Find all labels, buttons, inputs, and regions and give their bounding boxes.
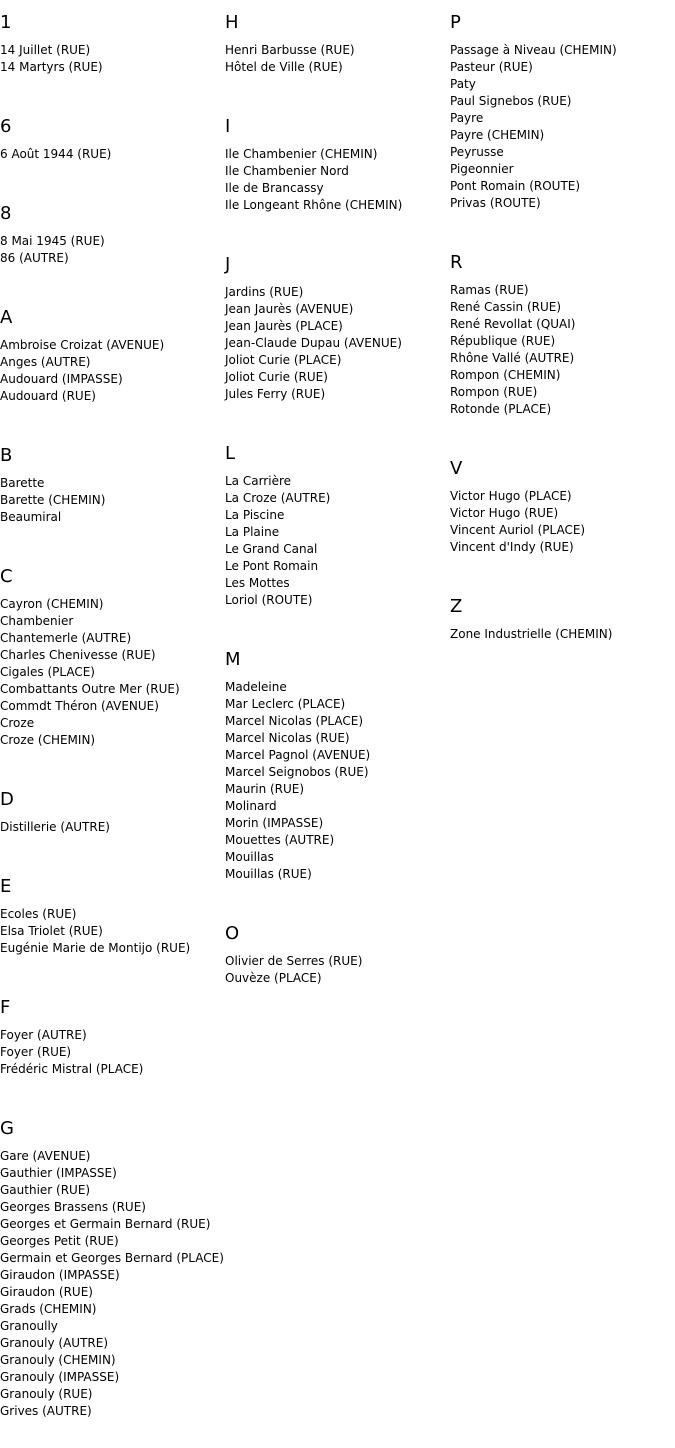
- street-list-item: [0, 664, 225, 681]
- street-list-item: [225, 764, 450, 781]
- street-link[interactable]: Les Mottes: [225, 576, 290, 590]
- letter-heading: L: [225, 443, 236, 464]
- letter-heading: H: [225, 12, 239, 33]
- street-link[interactable]: Foyer (RUE): [0, 1045, 72, 1059]
- street-list-item: [225, 713, 450, 730]
- street-list: [225, 42, 450, 76]
- street-list-item: [0, 1027, 225, 1044]
- street-list-item: [225, 369, 450, 386]
- street-list-item: [450, 333, 675, 350]
- street-list-item: [225, 197, 450, 214]
- letter-heading: 6: [0, 116, 12, 137]
- street-link[interactable]: Granoully: [0, 1319, 58, 1333]
- street-link[interactable]: Croze: [0, 716, 35, 730]
- street-list-item: [225, 473, 450, 490]
- street-link[interactable]: Georges Brassens (RUE): [0, 1200, 146, 1214]
- street-link[interactable]: Ile Longeant Rhône (CHEMIN): [225, 198, 403, 212]
- letter-group: [0, 864, 225, 957]
- street-list: [225, 473, 450, 609]
- street-link[interactable]: Jean-Claude Dupau (AVENUE): [225, 336, 402, 350]
- street-link[interactable]: Granouly (CHEMIN): [0, 1353, 116, 1367]
- letter-group: [0, 104, 225, 163]
- street-list-item: [225, 284, 450, 301]
- street-list-item: [225, 180, 450, 197]
- street-link[interactable]: Paty: [450, 77, 476, 91]
- street-list-item: [225, 558, 450, 575]
- street-list-item: [450, 42, 675, 59]
- street-list-item: [225, 730, 450, 747]
- street-link[interactable]: Chantemerle (AUTRE): [0, 631, 132, 645]
- street-link[interactable]: Jean Jaurès (AVENUE): [225, 302, 354, 316]
- street-link[interactable]: République (RUE): [450, 334, 556, 348]
- street-list-item: [0, 475, 225, 492]
- street-link[interactable]: Marcel Seignobos (RUE): [225, 765, 369, 779]
- street-link[interactable]: Barette (CHEMIN): [0, 493, 106, 507]
- street-list-item: [0, 42, 225, 59]
- street-link[interactable]: Foyer (AUTRE): [0, 1028, 87, 1042]
- letter-heading: G: [0, 1118, 14, 1139]
- street-list-item: [450, 76, 675, 93]
- street-link[interactable]: Loriol (ROUTE): [225, 593, 313, 607]
- street-list-item: [0, 630, 225, 647]
- street-list-item: [225, 42, 450, 59]
- letter-heading: F: [0, 997, 11, 1018]
- letter-group: [0, 985, 225, 1078]
- street-list-item: [0, 371, 225, 388]
- street-list-item: [450, 505, 675, 522]
- street-link[interactable]: Passage à Niveau (CHEMIN): [450, 43, 617, 57]
- street-link[interactable]: Marcel Nicolas (RUE): [225, 731, 350, 745]
- street-list-item: [225, 679, 450, 696]
- street-list-item: [0, 1386, 225, 1403]
- street-list-item: [450, 401, 675, 418]
- street-list-item: [225, 59, 450, 76]
- street-link[interactable]: Rhône Vallé (AUTRE): [450, 351, 575, 365]
- street-link[interactable]: Cayron (CHEMIN): [0, 597, 104, 611]
- street-link[interactable]: Pasteur (RUE): [450, 60, 533, 74]
- street-list-item: [225, 592, 450, 609]
- letter-heading: A: [0, 307, 13, 328]
- street-list-item: [0, 1352, 225, 1369]
- street-list-item: [225, 524, 450, 541]
- street-list-item: [225, 953, 450, 970]
- street-link[interactable]: Paul Signebos (RUE): [450, 94, 572, 108]
- street-link[interactable]: Rompon (RUE): [450, 385, 538, 399]
- street-list-item: [450, 282, 675, 299]
- street-column-3: [450, 0, 675, 671]
- street-list: [0, 337, 225, 405]
- letter-heading: J: [225, 254, 231, 275]
- street-link[interactable]: Germain et Georges Bernard (PLACE): [0, 1251, 224, 1265]
- street-link[interactable]: Pont Romain (ROUTE): [450, 179, 581, 193]
- letter-heading: M: [225, 649, 241, 670]
- street-list-item: [225, 849, 450, 866]
- street-list-item: [225, 747, 450, 764]
- street-list-item: [450, 488, 675, 505]
- letter-group: [225, 0, 450, 76]
- street-list-item: [225, 386, 450, 403]
- letter-heading: C: [0, 566, 13, 587]
- street-link[interactable]: Audouard (RUE): [0, 389, 96, 403]
- street-link[interactable]: Granouly (IMPASSE): [0, 1370, 120, 1384]
- street-link[interactable]: Mouettes (AUTRE): [225, 833, 335, 847]
- street-list-item: [450, 299, 675, 316]
- letter-group: [0, 191, 225, 267]
- street-list: [0, 42, 225, 76]
- street-list-item: [450, 59, 675, 76]
- street-list-item: [0, 906, 225, 923]
- street-list-item: [0, 59, 225, 76]
- street-list: [0, 475, 225, 526]
- letter-group: [0, 433, 225, 526]
- street-link[interactable]: Vincent d'Indy (RUE): [450, 540, 574, 554]
- street-column-1: [0, 0, 225, 1448]
- street-list: [0, 819, 225, 836]
- street-list-item: [0, 1199, 225, 1216]
- street-link[interactable]: René Cassin (RUE): [450, 300, 562, 314]
- letter-heading: 8: [0, 203, 12, 224]
- letter-heading: V: [450, 458, 463, 479]
- street-list-item: [0, 509, 225, 526]
- letter-heading: R: [450, 252, 463, 273]
- street-link[interactable]: 14 Martyrs (RUE): [0, 60, 103, 74]
- street-list-item: [450, 316, 675, 333]
- street-list-item: [225, 815, 450, 832]
- street-list-item: [450, 144, 675, 161]
- street-list: [450, 42, 675, 212]
- street-link[interactable]: Mouillas (RUE): [225, 867, 312, 881]
- street-list-item: [225, 832, 450, 849]
- street-list-item: [0, 1335, 225, 1352]
- street-column-2: [225, 0, 450, 1015]
- street-link[interactable]: Granouly (AUTRE): [0, 1336, 108, 1350]
- street-link[interactable]: La Croze (AUTRE): [225, 491, 331, 505]
- street-list-item: [0, 1233, 225, 1250]
- street-list-item: [0, 1301, 225, 1318]
- street-link[interactable]: Georges et Germain Bernard (RUE): [0, 1217, 211, 1231]
- street-link[interactable]: Victor Hugo (RUE): [450, 506, 559, 520]
- street-list-item: [0, 1148, 225, 1165]
- street-link[interactable]: Croze (CHEMIN): [0, 733, 96, 747]
- letter-group: [0, 554, 225, 749]
- street-list-item: [450, 110, 675, 127]
- street-list-item: [450, 522, 675, 539]
- street-list-item: [0, 1267, 225, 1284]
- street-list-item: [0, 1165, 225, 1182]
- street-list: [0, 906, 225, 957]
- street-list-item: [225, 970, 450, 987]
- street-link[interactable]: Zone Industrielle (CHEMIN): [450, 627, 613, 641]
- letter-group: [225, 242, 450, 403]
- street-list-item: [225, 352, 450, 369]
- street-link[interactable]: La Piscine: [225, 508, 285, 522]
- street-list-item: [450, 178, 675, 195]
- street-link[interactable]: Anges (AUTRE): [0, 355, 91, 369]
- street-link[interactable]: La Carrière: [225, 474, 292, 488]
- street-link[interactable]: Molinard: [225, 799, 277, 813]
- street-link[interactable]: 86 (AUTRE): [0, 251, 69, 265]
- street-list-item: [0, 923, 225, 940]
- letter-heading: B: [0, 445, 13, 466]
- street-list-item: [225, 301, 450, 318]
- street-list-item: [0, 681, 225, 698]
- street-list-item: [225, 507, 450, 524]
- street-list-item: [0, 698, 225, 715]
- letter-heading: 1: [0, 12, 12, 33]
- street-link[interactable]: Jean Jaurès (PLACE): [225, 319, 343, 333]
- street-link[interactable]: 6 Août 1944 (RUE): [0, 147, 112, 161]
- street-link[interactable]: Le Pont Romain: [225, 559, 319, 573]
- street-list-item: [450, 626, 675, 643]
- street-link[interactable]: Frédéric Mistral (PLACE): [0, 1062, 144, 1076]
- street-list-item: [225, 798, 450, 815]
- street-list-item: [450, 161, 675, 178]
- letter-group: [0, 0, 225, 76]
- letter-group: [225, 104, 450, 214]
- letter-heading: I: [225, 116, 231, 137]
- street-link[interactable]: Audouard (IMPASSE): [0, 372, 123, 386]
- letter-group: [450, 584, 675, 643]
- street-list-item: [225, 575, 450, 592]
- street-list-item: [450, 127, 675, 144]
- letter-heading: D: [0, 789, 14, 810]
- street-list: [450, 282, 675, 418]
- street-link[interactable]: Gauthier (RUE): [0, 1183, 91, 1197]
- street-link[interactable]: Eugénie Marie de Montijo (RUE): [0, 941, 191, 955]
- street-list-item: [0, 233, 225, 250]
- street-list-item: [225, 318, 450, 335]
- letter-group: [225, 637, 450, 883]
- street-list: [225, 953, 450, 987]
- street-link[interactable]: Grads (CHEMIN): [0, 1302, 97, 1316]
- street-list-item: [0, 1182, 225, 1199]
- street-link[interactable]: Granouly (RUE): [0, 1387, 93, 1401]
- street-link[interactable]: Jardins (RUE): [225, 285, 304, 299]
- street-list: [450, 626, 675, 643]
- street-link[interactable]: Ambroise Croizat (AVENUE): [0, 338, 165, 352]
- street-list: [0, 1027, 225, 1078]
- street-link[interactable]: Combattants Outre Mer (RUE): [0, 682, 180, 696]
- street-list: [450, 488, 675, 556]
- street-link[interactable]: Giraudon (IMPASSE): [0, 1268, 120, 1282]
- letter-group: [0, 777, 225, 836]
- street-link[interactable]: Victor Hugo (PLACE): [450, 489, 572, 503]
- street-list-item: [0, 596, 225, 613]
- street-link[interactable]: Ecoles (RUE): [0, 907, 77, 921]
- street-link[interactable]: Commdt Théron (AVENUE): [0, 699, 159, 713]
- street-link[interactable]: Chambenier: [0, 614, 74, 628]
- street-link[interactable]: La Plaine: [225, 525, 280, 539]
- street-link[interactable]: Barette: [0, 476, 45, 490]
- street-link[interactable]: René Revollat (QUAI): [450, 317, 576, 331]
- street-link[interactable]: 8 Mai 1945 (RUE): [0, 234, 105, 248]
- street-link[interactable]: Olivier de Serres (RUE): [225, 954, 363, 968]
- street-link[interactable]: Distillerie (AUTRE): [0, 820, 110, 834]
- street-list-item: [0, 613, 225, 630]
- street-list-item: [0, 1044, 225, 1061]
- street-link[interactable]: Morin (IMPASSE): [225, 816, 324, 830]
- street-link[interactable]: Mouillas: [225, 850, 274, 864]
- street-link[interactable]: Vincent Auriol (PLACE): [450, 523, 586, 537]
- street-link[interactable]: Grives (AUTRE): [0, 1404, 92, 1418]
- street-list-item: [0, 1216, 225, 1233]
- street-link[interactable]: Gare (AVENUE): [0, 1149, 91, 1163]
- letter-heading: E: [0, 876, 12, 897]
- letter-heading: O: [225, 923, 240, 944]
- street-link[interactable]: Hôtel de Ville (RUE): [225, 60, 343, 74]
- street-link[interactable]: Henri Barbusse (RUE): [225, 43, 355, 57]
- street-link[interactable]: Ouvèze (PLACE): [225, 971, 322, 985]
- street-link[interactable]: Le Grand Canal: [225, 542, 318, 556]
- street-link[interactable]: Giraudon (RUE): [0, 1285, 93, 1299]
- street-list-item: [0, 1061, 225, 1078]
- street-link[interactable]: Cigales (PLACE): [0, 665, 95, 679]
- letter-group: [450, 240, 675, 418]
- street-list-item: [0, 492, 225, 509]
- street-list-item: [0, 337, 225, 354]
- street-list-item: [450, 195, 675, 212]
- street-list: [225, 679, 450, 883]
- street-list-item: [0, 715, 225, 732]
- street-link[interactable]: Charles Chenivesse (RUE): [0, 648, 156, 662]
- street-list-item: [225, 696, 450, 713]
- street-link[interactable]: Privas (ROUTE): [450, 196, 541, 210]
- street-link[interactable]: Payre: [450, 111, 484, 125]
- street-link[interactable]: Ramas (RUE): [450, 283, 529, 297]
- street-link[interactable]: Payre (CHEMIN): [450, 128, 545, 142]
- street-list-item: [225, 490, 450, 507]
- street-list: [0, 596, 225, 749]
- street-list-item: [450, 384, 675, 401]
- letter-group: [450, 0, 675, 212]
- street-link[interactable]: Rotonde (PLACE): [450, 402, 552, 416]
- street-link[interactable]: Ile Chambenier Nord: [225, 164, 349, 178]
- street-list: [225, 284, 450, 403]
- street-list-item: [225, 163, 450, 180]
- street-list-item: [0, 354, 225, 371]
- street-list: [0, 1148, 225, 1420]
- street-link[interactable]: Pigeonnier: [450, 162, 514, 176]
- letter-group: [0, 295, 225, 405]
- street-list-item: [0, 647, 225, 664]
- street-list-item: [0, 250, 225, 267]
- street-list-item: [225, 146, 450, 163]
- street-list-item: [0, 388, 225, 405]
- street-list-item: [0, 940, 225, 957]
- street-link[interactable]: Joliot Curie (PLACE): [225, 353, 342, 367]
- street-link[interactable]: Georges Petit (RUE): [0, 1234, 119, 1248]
- street-list-item: [225, 541, 450, 558]
- street-link[interactable]: Joliot Curie (RUE): [225, 370, 328, 384]
- street-link[interactable]: Jules Ferry (RUE): [225, 387, 326, 401]
- street-list-item: [225, 335, 450, 352]
- letter-group: [225, 431, 450, 609]
- street-list-item: [450, 367, 675, 384]
- street-list-item: [0, 1250, 225, 1267]
- letter-group: [450, 446, 675, 556]
- street-list-item: [0, 1369, 225, 1386]
- street-link[interactable]: Marcel Pagnol (AVENUE): [225, 748, 371, 762]
- street-list-item: [450, 350, 675, 367]
- street-list: [225, 146, 450, 214]
- street-link[interactable]: Ile de Brancassy: [225, 181, 324, 195]
- street-link[interactable]: Marcel Nicolas (PLACE): [225, 714, 364, 728]
- street-list-item: [225, 781, 450, 798]
- street-link[interactable]: Elsa Triolet (RUE): [0, 924, 103, 938]
- street-list: [0, 233, 225, 267]
- street-list-item: [0, 1284, 225, 1301]
- letter-group: [0, 1106, 225, 1420]
- street-list-item: [450, 93, 675, 110]
- street-link[interactable]: Beaumiral: [0, 510, 62, 524]
- street-list-item: [0, 819, 225, 836]
- street-list-item: [225, 866, 450, 883]
- street-link[interactable]: Peyrusse: [450, 145, 504, 159]
- street-link[interactable]: Mar Leclerc (PLACE): [225, 697, 346, 711]
- letter-heading: Z: [450, 596, 463, 617]
- street-list-item: [450, 539, 675, 556]
- street-link[interactable]: Madeleine: [225, 680, 287, 694]
- street-list-item: [0, 732, 225, 749]
- letter-heading: P: [450, 12, 461, 33]
- street-link[interactable]: Rompon (CHEMIN): [450, 368, 561, 382]
- street-list-item: [0, 1318, 225, 1335]
- street-list-item: [0, 146, 225, 163]
- letter-group: [225, 911, 450, 987]
- street-link[interactable]: Gauthier (IMPASSE): [0, 1166, 117, 1180]
- street-link[interactable]: 14 Juillet (RUE): [0, 43, 91, 57]
- street-list: [0, 146, 225, 163]
- street-link[interactable]: Maurin (RUE): [225, 782, 305, 796]
- street-list-item: [0, 1403, 225, 1420]
- street-link[interactable]: Ile Chambenier (CHEMIN): [225, 147, 378, 161]
